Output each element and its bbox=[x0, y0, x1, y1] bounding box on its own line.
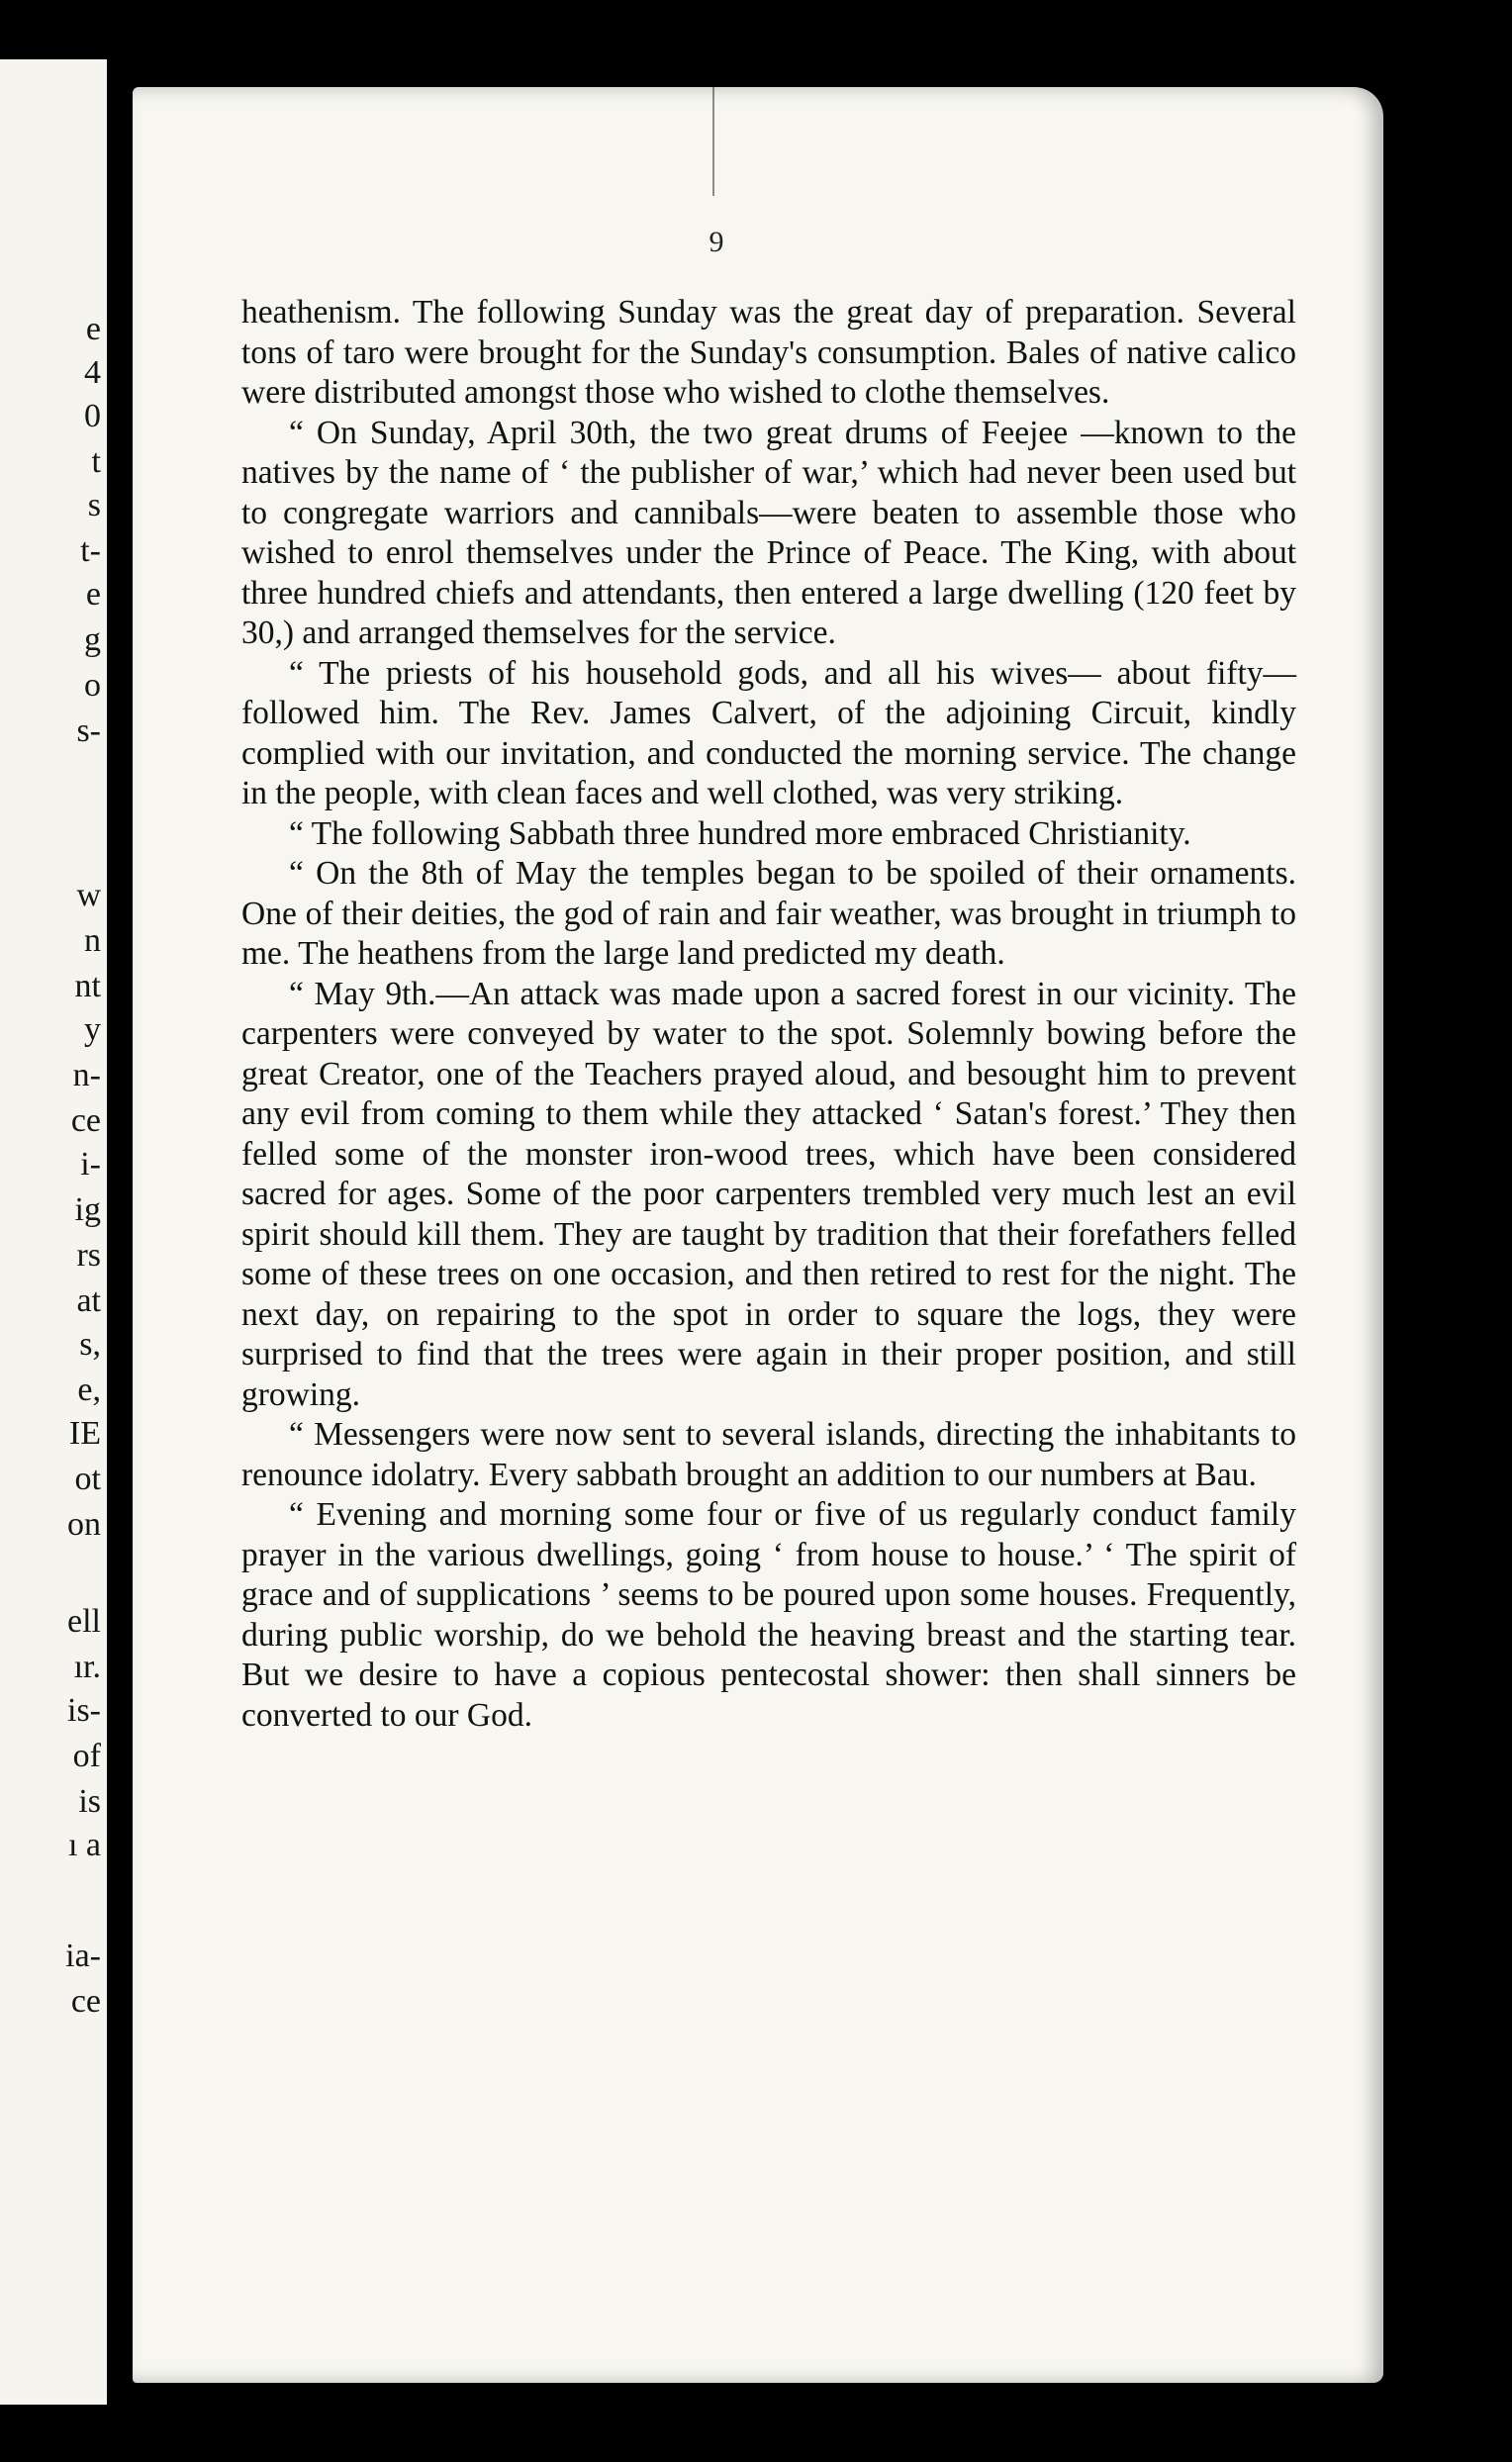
paragraph-6: “ May 9th.—An attack was made upon a sacred forest in our vicinity. The carpenters were conveyed by water to the spot. Solemnly bowing before the great Creator, one of the Teachers prayed aloud, and besought him to prevent any evil from coming to them while they attacked ‘ Satan's forest.’ They then felled some of the monster iron-wood trees, which have been considered sacred for ages. Some of the poor carpenters trembled very much lest an evil spirit should kill them. They are taught by tradition that their forefathers felled some of these trees on one occasion, and then retired to rest for the night. The next day, on repairing to the spot in order to square the logs, they were surprised to find that the trees were again in their proper position, and still growing. bbox=[241, 975, 1296, 1413]
adjacent-page-line-fragment: s- bbox=[76, 712, 101, 749]
page-body-text bbox=[241, 293, 1296, 1736]
paragraph-7: “ Messengers were now sent to several islands, directing the inhabitants to renounce idolatry. Every sabbath brought an addition to our numbers at Bau. bbox=[241, 1416, 1296, 1493]
adjacent-page-line-fragment: rs bbox=[76, 1237, 101, 1274]
adjacent-page-line-fragment: n bbox=[84, 922, 101, 959]
adjacent-page-line-fragment: ır. bbox=[73, 1649, 101, 1685]
adjacent-page-line-fragment: of bbox=[72, 1738, 101, 1774]
adjacent-page-line-fragment: o bbox=[84, 667, 101, 704]
adjacent-page-line-fragment: ig bbox=[74, 1191, 101, 1228]
adjacent-page-line-fragment: on bbox=[67, 1506, 101, 1543]
book-page bbox=[133, 87, 1383, 2383]
page-crease-mark bbox=[712, 87, 714, 196]
adjacent-page-line-fragment: ot bbox=[74, 1461, 101, 1497]
adjacent-page-line-fragment: e bbox=[85, 311, 101, 347]
paragraph-1: heathenism. The following Sunday was the great day of preparation. Several tons of taro were brought for the Sunday's consumption. Bales of native calico were distributed amongst those who wished to clothe themselves. bbox=[241, 294, 1296, 411]
paragraph-8: “ Evening and morning some four or five of us regularly conduct family prayer in the various dwellings, going ‘ from house to house.’ ‘ The spirit of grace and of supplications ’ seems to be poured upon some houses. Frequently, during public worship, do we behold the heaving breast and the starting tear. But we desire to have a copious pentecostal shower: then shall sinners be converted to our God. bbox=[241, 1496, 1296, 1734]
adjacent-page-line-fragment: i- bbox=[80, 1146, 101, 1183]
adjacent-page-line-fragment: s, bbox=[79, 1326, 101, 1363]
adjacent-page-line-fragment: ı a bbox=[67, 1827, 101, 1863]
adjacent-page-line-fragment: IE bbox=[68, 1415, 101, 1452]
adjacent-page-line-fragment: ell bbox=[67, 1603, 101, 1640]
adjacent-page-line-fragment: e bbox=[85, 576, 101, 613]
adjacent-page-line-fragment: s bbox=[87, 487, 101, 523]
adjacent-page-line-fragment: 4 bbox=[84, 354, 101, 391]
adjacent-page-line-fragment: w bbox=[76, 877, 101, 913]
adjacent-page-line-fragment: ce bbox=[70, 1983, 101, 2020]
adjacent-page-line-fragment: ia- bbox=[65, 1938, 101, 1974]
adjacent-page-line-fragment: at bbox=[76, 1282, 101, 1319]
adjacent-page-line-fragment: 0 bbox=[84, 398, 101, 434]
adjacent-page-fragment bbox=[0, 59, 107, 2405]
adjacent-page-line-fragment: y bbox=[84, 1011, 101, 1048]
paragraph-3: “ The priests of his household gods, and all his wives— about fifty—followed him. The Rev. James Calvert, of the adjoining Circuit, kindly complied with our invitation, and conducted the morning service. The change in the people, with clean faces and well clothed, was very striking. bbox=[241, 654, 1296, 811]
adjacent-page-line-fragment: n- bbox=[72, 1057, 101, 1093]
adjacent-page-line-fragment: nt bbox=[74, 968, 101, 1004]
paragraph-4: “ The following Sabbath three hundred more embraced Christianity. bbox=[289, 814, 1191, 852]
adjacent-page-line-fragment: t- bbox=[80, 532, 101, 569]
adjacent-page-line-fragment: e, bbox=[77, 1372, 101, 1408]
book-gutter bbox=[107, 0, 133, 2462]
adjacent-page-line-fragment: is- bbox=[67, 1692, 101, 1729]
page-number: 9 bbox=[709, 226, 724, 258]
adjacent-page-line-fragment: is bbox=[78, 1783, 101, 1820]
adjacent-page-line-fragment: t bbox=[91, 443, 101, 480]
adjacent-page-line-fragment: g bbox=[84, 621, 101, 658]
paragraph-2: “ On Sunday, April 30th, the two great drums of Feejee —known to the natives by the name of ‘ the publisher of war,’ which had never been used but to congregate warriors and cannibals—were beaten to assemble those who wished to enrol themselves under the Prince of Peace. The King, with about three hundred chiefs and attendants, then entered a large dwelling (120 feet by 30,) and arranged themselves for the service. bbox=[241, 414, 1296, 651]
paragraph-5: “ On the 8th of May the temples began to be spoiled of their ornaments. One of their deities, the god of rain and fair weather, was brought in triumph to me. The heathens from the large land predicted my death. bbox=[241, 855, 1296, 972]
adjacent-page-line-fragment: ce bbox=[70, 1102, 101, 1139]
